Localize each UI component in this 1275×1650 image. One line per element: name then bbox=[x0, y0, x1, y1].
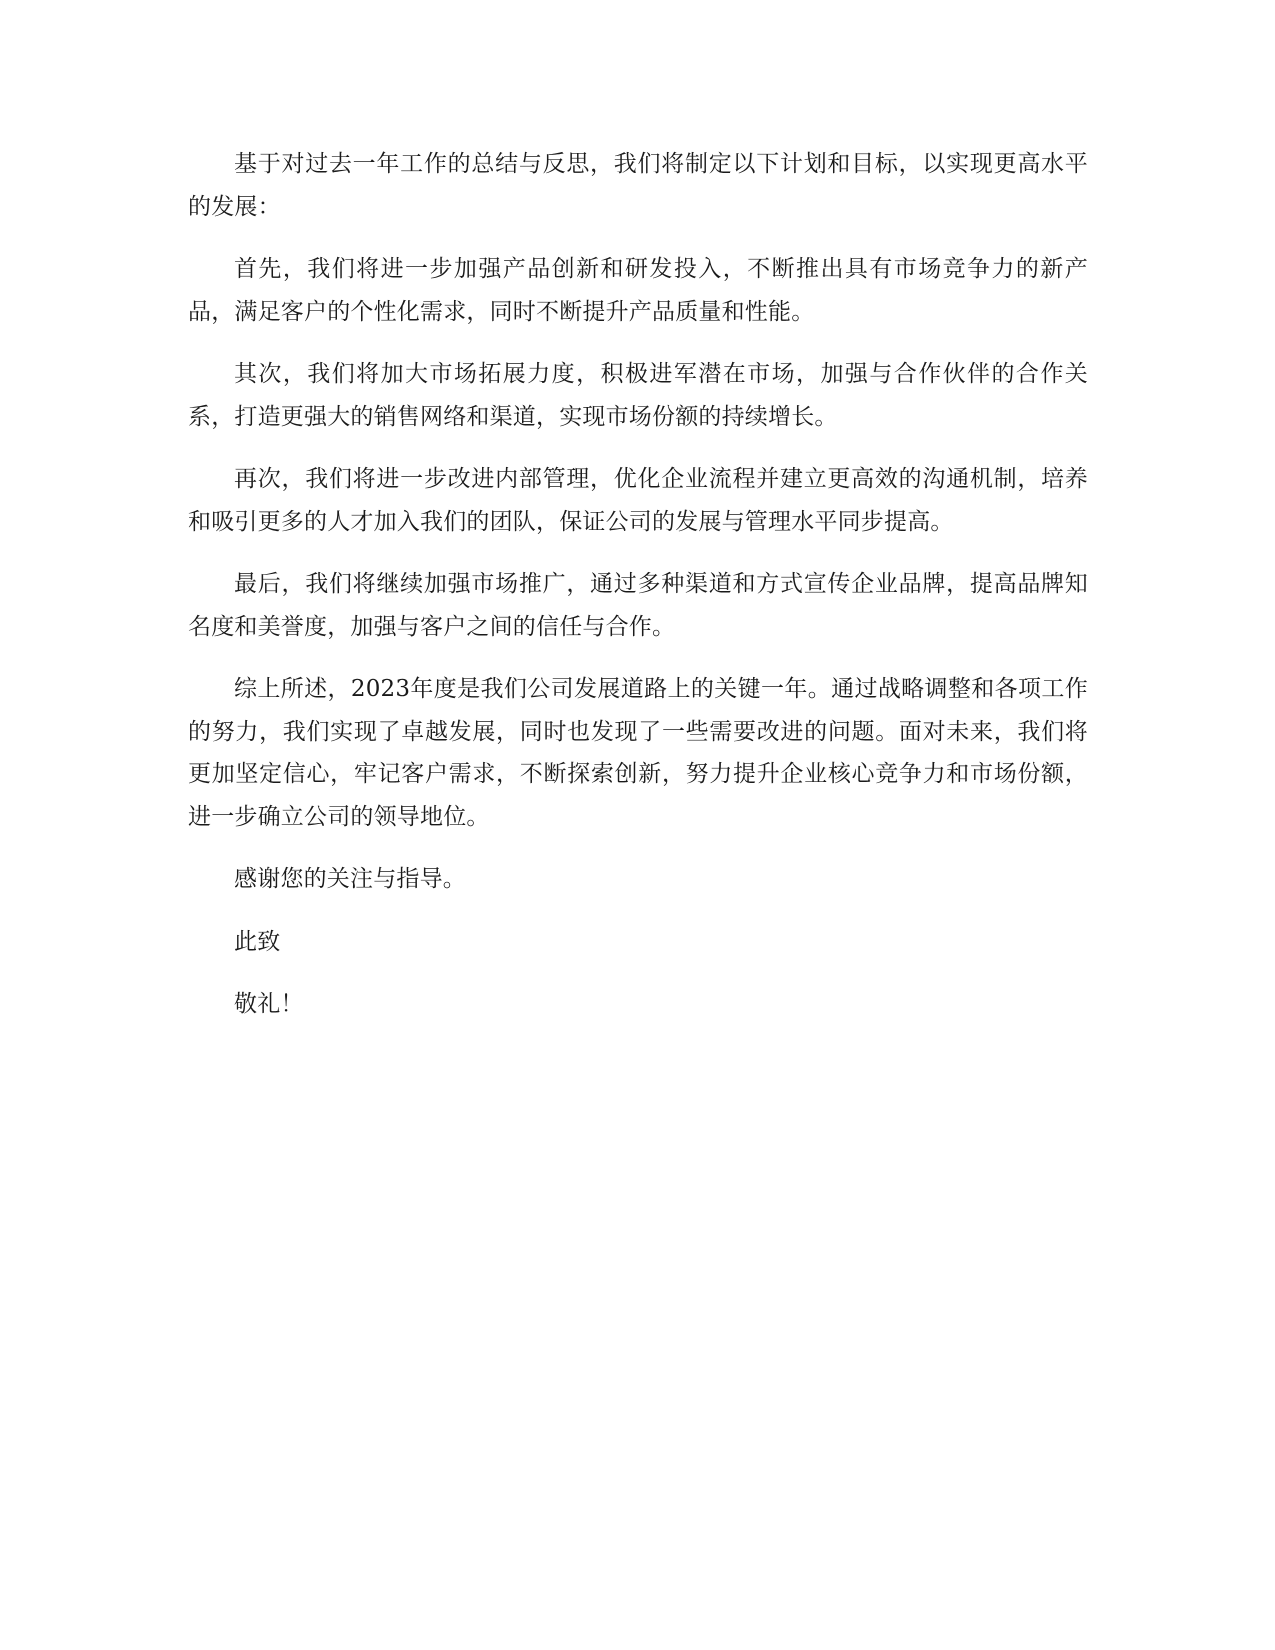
paragraph-third: 再次，我们将进一步改进内部管理，优化企业流程并建立更高效的沟通机制，培养和吸引更多的人才加入我们的团队，保证公司的发展与管理水平同步提高。 bbox=[188, 466, 1088, 535]
closing-regards: 敬礼！ bbox=[234, 991, 304, 1017]
paragraph-second: 其次，我们将加大市场拓展力度，积极进军潜在市场，加强与合作伙伴的合作关系，打造更强大的销售网络和渠道，实现市场份额的持续增长。 bbox=[188, 361, 1088, 430]
paragraph-first: 首先，我们将进一步加强产品创新和研发投入，不断推出具有市场竞争力的新产品，满足客户的个性化需求，同时不断提升产品质量和性能。 bbox=[188, 256, 1088, 325]
paragraph-plan-intro: 基于对过去一年工作的总结与反思，我们将制定以下计划和目标，以实现更高水平的发展： bbox=[188, 151, 1088, 220]
paragraph-last: 最后，我们将继续加强市场推广，通过多种渠道和方式宣传企业品牌，提高品牌知名度和美誉度，加强与客户之间的信任与合作。 bbox=[188, 571, 1088, 640]
paragraph-thanks: 感谢您的关注与指导。 bbox=[234, 866, 466, 892]
paragraph-summary: 综上所述，2023年度是我们公司发展道路上的关键一年。通过战略调整和各项工作的努力，我们实现了卓越发展，同时也发现了一些需要改进的问题。面对未来，我们将更加坚定信心，牢记客户需求，不断探索创新，努力提升企业核心竞争力和市场份额，进一步确立公司的领导地位。 bbox=[188, 676, 1088, 830]
closing-salutation: 此致 bbox=[234, 928, 281, 955]
document-body bbox=[188, 143, 1088, 1046]
